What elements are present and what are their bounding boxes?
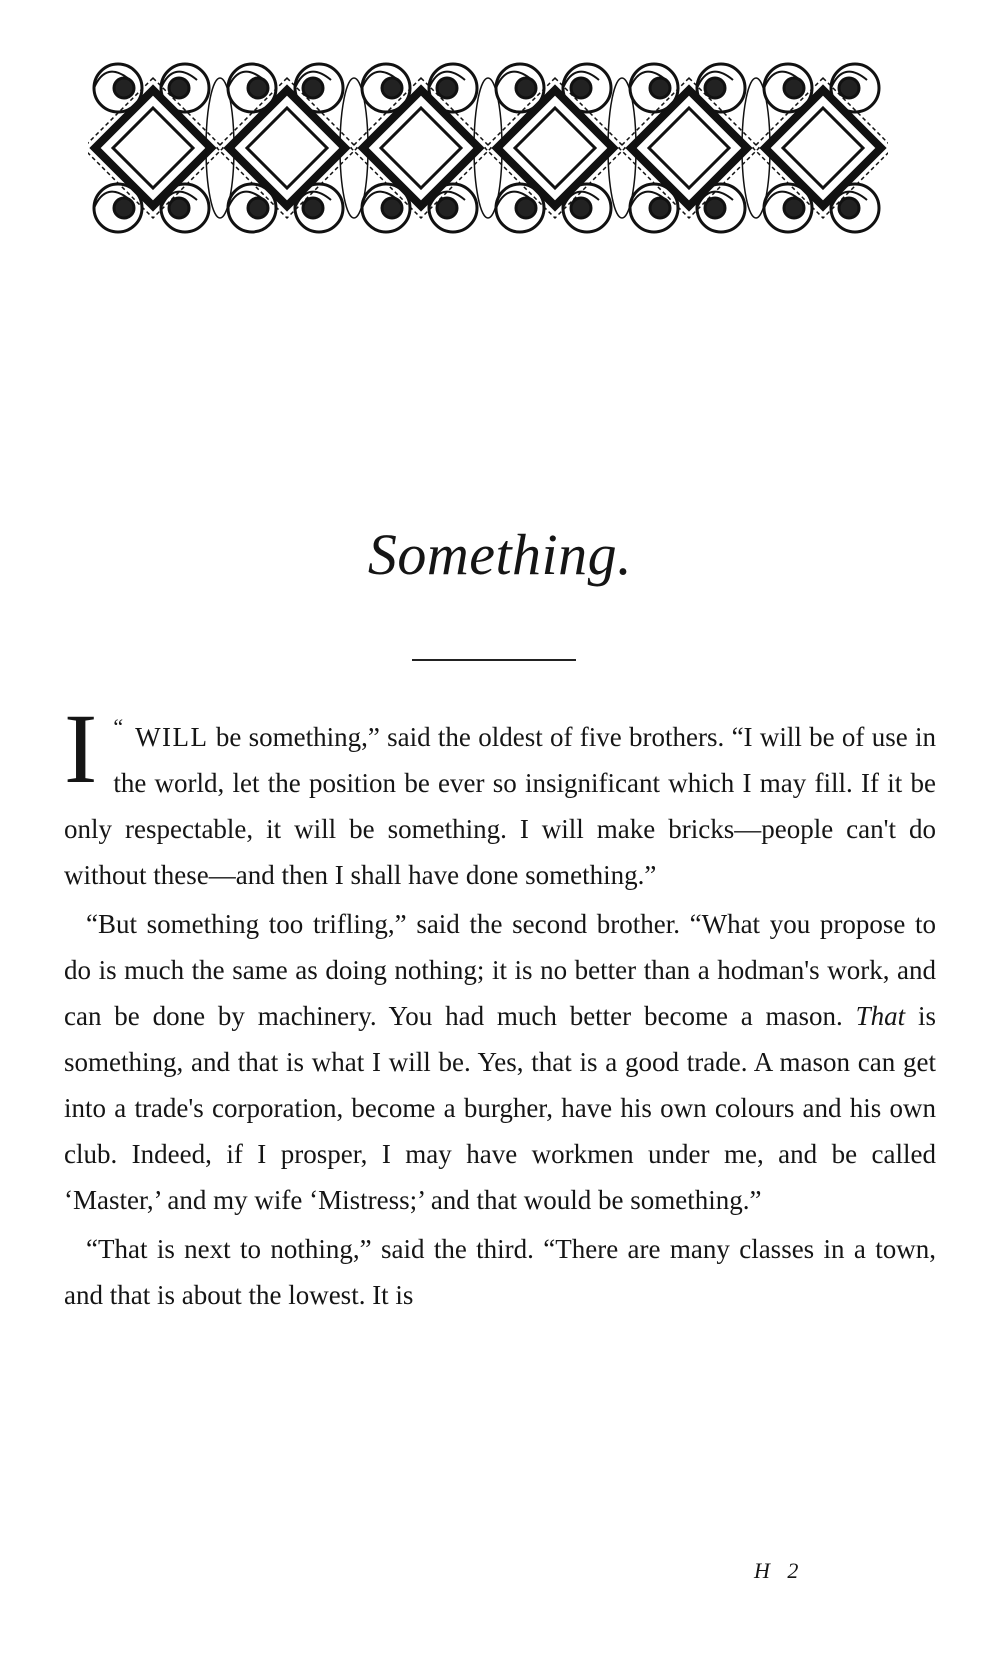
page-title: Something.: [367, 522, 633, 587]
drop-cap: I: [64, 693, 98, 804]
signature-mark: H 2: [754, 1558, 805, 1583]
paragraph-3: [64, 1226, 936, 1318]
paragraph-1-text: be something,” said the oldest of five brothers. “I will be of use in the world, let the position be ever so insignificant which I may fill. If it be only respectable, it will be something. I will make bricks—people can't do without these—and then I shall have done something.”: [64, 722, 936, 890]
paragraph-2-emphasis: That: [855, 1001, 906, 1031]
title-divider: [412, 659, 576, 661]
opening-quote: “: [113, 714, 124, 739]
paragraph-2-text-b: is something, and that is what I will be. Yes, that is a good trade. A mason can get into a trade's corporation, become a burgher, have his own colours and his own club. Indeed, if I prosper, I may have workmen under me, and be called ‘Master,’ and my wife ‘Mistress;’ and that would be something.”: [64, 1001, 936, 1215]
scrollwork-ornament-icon: [88, 48, 888, 248]
paragraph-1: [64, 693, 936, 898]
paragraph-3-text: “That is next to nothing,” said the third. “There are many classes in a town, and that is about the lowest. It is: [64, 1234, 936, 1310]
paragraph-2-text-a: “But something too trifling,” said the second brother. “What you propose to do is much the same as doing nothing; it is no better than a hodman's work, and can be done by machinery. You had much better become a mason.: [64, 909, 936, 1031]
lead-word: WILL: [135, 722, 209, 752]
paragraph-2: [64, 901, 936, 1223]
body-text: [64, 693, 936, 1318]
